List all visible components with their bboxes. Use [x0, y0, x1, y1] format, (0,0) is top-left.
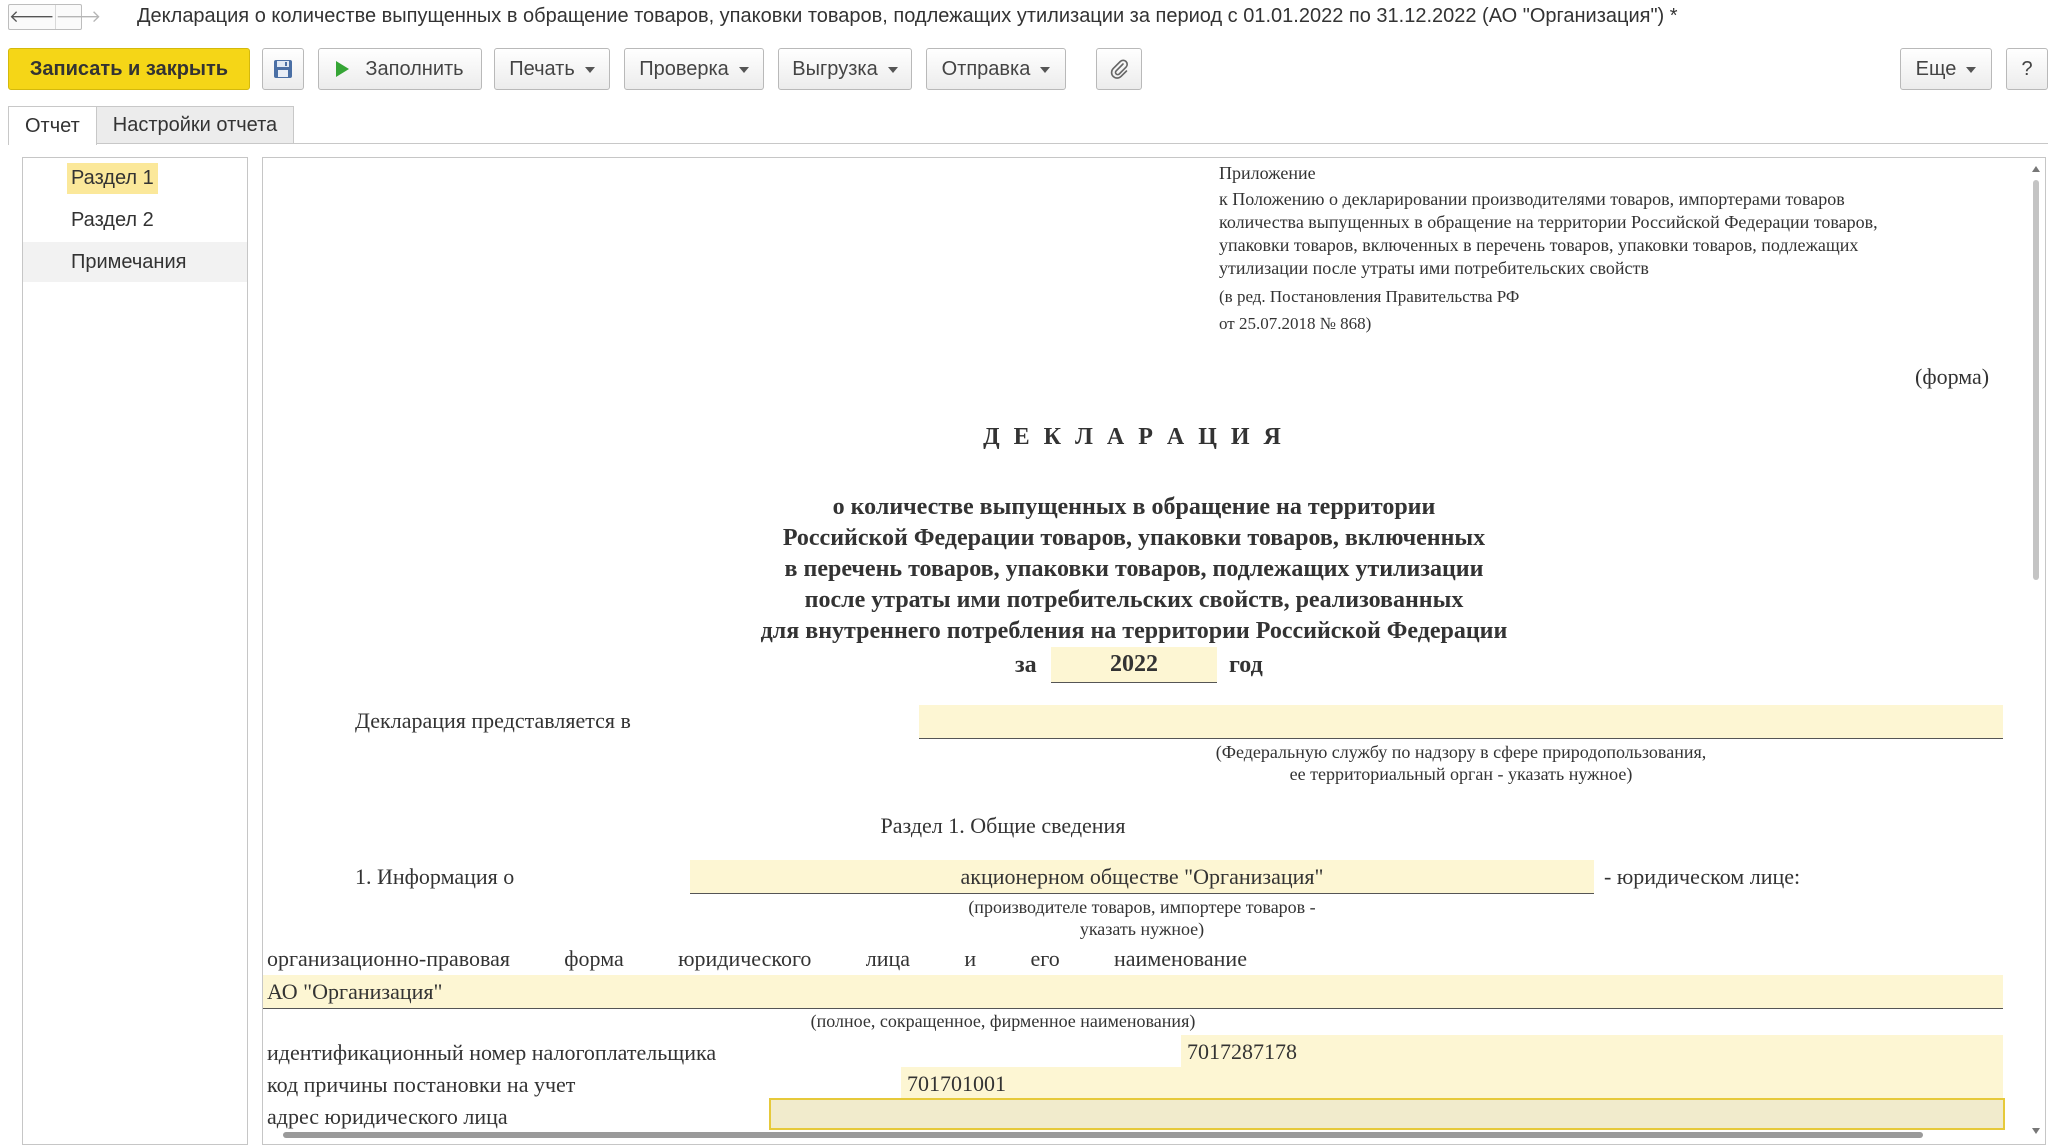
more-button-label: Еще: [1915, 57, 1957, 80]
scroll-up-icon[interactable]: [2032, 166, 2040, 172]
toolbar: [0, 48, 2056, 92]
subheading-line-4: после утраты ими потребительских свойств, реализованных: [804, 587, 1464, 613]
attach-button[interactable]: [1096, 48, 1142, 90]
chevron-down-icon: [739, 67, 749, 73]
export-button-label: Выгрузка: [792, 57, 878, 80]
entity-type-field[interactable]: акционерном обществе "Организация": [690, 860, 1594, 894]
sidebar-item-notes[interactable]: [23, 242, 247, 282]
print-button-label: Печать: [509, 57, 575, 80]
submitted-to-note-1: (Федеральную службу по надзору в сфере природопользования,: [1215, 742, 1707, 762]
export-dropdown-button[interactable]: [778, 48, 912, 90]
send-dropdown-button[interactable]: [926, 48, 1066, 90]
appendix-line-6: (в ред. Постановления Правительства РФ: [1219, 287, 1520, 306]
appendix-line-2: к Положению о декларировании производителями товаров, импортерами товаров: [1219, 189, 1845, 209]
submitted-to-field[interactable]: [919, 705, 2003, 739]
horizontal-scrollbar[interactable]: [283, 1130, 2013, 1140]
vertical-scroll-thumb[interactable]: [2033, 180, 2039, 580]
info-note-2: указать нужное): [1079, 919, 1205, 939]
chevron-down-icon: [1966, 67, 1976, 73]
sidebar-item-section-2[interactable]: [23, 200, 247, 240]
check-dropdown-button[interactable]: [624, 48, 764, 90]
section-navigator: [22, 157, 248, 1145]
play-icon: [336, 61, 349, 77]
tab-report-settings[interactable]: Настройки отчета: [97, 106, 294, 144]
forward-arrow-icon[interactable]: 🡒: [55, 7, 102, 27]
title-bar: [0, 0, 2056, 36]
org-form-word: организационно-правовая: [267, 946, 510, 971]
org-form-word: и: [964, 946, 977, 971]
check-button-label: Проверка: [639, 57, 729, 80]
kpp-field[interactable]: 701701001: [901, 1067, 2003, 1101]
chevron-down-icon: [585, 67, 595, 73]
appendix-line-7: от 25.07.2018 № 868): [1219, 314, 1372, 333]
declaration-heading: Д Е К Л А Р А Ц И Я: [983, 424, 1285, 450]
more-dropdown-button[interactable]: [1900, 48, 1992, 90]
report-year-field[interactable]: 2022: [1051, 647, 1217, 683]
org-name-note: (полное, сокращенное, фирменное наименования): [810, 1011, 1196, 1031]
back-arrow-icon[interactable]: 🡐: [9, 7, 55, 27]
subheading-line-3: в перечень товаров, упаковки товаров, подлежащих утилизации: [784, 556, 1484, 582]
appendix-line-1: Приложение: [1219, 163, 1316, 183]
org-form-caption: [267, 946, 1247, 972]
year-prefix: за: [1015, 652, 1037, 678]
window-title: Декларация о количестве выпущенных в обращение товаров, упаковки товаров, подлежащих утилизации за период с 01.01.2022 по 31.12.2022 (АО "Организация") *: [137, 5, 1678, 27]
horizontal-scroll-thumb[interactable]: [283, 1132, 1923, 1138]
sidebar-item-label: Раздел 2: [71, 208, 154, 231]
sidebar-item-label: Раздел 1: [67, 163, 158, 194]
address-label: адрес юридического лица: [267, 1104, 508, 1129]
org-form-word: наименование: [1114, 946, 1247, 971]
report-document: [263, 158, 2023, 1128]
info-suffix: - юридическом лице:: [1604, 864, 1801, 889]
inn-label: идентификационный номер налогоплательщика: [267, 1040, 717, 1065]
info-label: 1. Информация о: [355, 864, 515, 889]
kpp-label: код причины постановки на учет: [267, 1072, 576, 1097]
tab-report[interactable]: Отчет: [8, 106, 97, 145]
sidebar-item-label: Примечания: [71, 250, 187, 273]
send-button-label: Отправка: [941, 57, 1031, 80]
org-form-word: юридического: [678, 946, 812, 971]
info-note-1: (производителе товаров, импортере товаров -: [968, 897, 1316, 917]
appendix-line-4: упаковки товаров, включенных в перечень товаров, упаковки товаров, подлежащих: [1219, 235, 1859, 255]
print-dropdown-button[interactable]: [494, 48, 610, 90]
submitted-to-note-2: ее территориальный орган - указать нужное): [1289, 764, 1633, 784]
report-document-frame: [262, 157, 2046, 1145]
tab-divider: [8, 143, 2048, 144]
org-form-word: его: [1030, 946, 1060, 971]
subheading-line-2: Российской Федерации товаров, упаковки товаров, включенных: [782, 525, 1486, 551]
save-and-close-button[interactable]: Записать и закрыть: [8, 48, 250, 90]
scroll-down-icon[interactable]: [2032, 1128, 2040, 1134]
chevron-down-icon: [888, 67, 898, 73]
org-form-word: лица: [865, 946, 911, 971]
sidebar-item-section-1[interactable]: [23, 158, 247, 198]
inn-field[interactable]: 7017287178: [1181, 1035, 2003, 1069]
chevron-down-icon: [1040, 67, 1050, 73]
fill-button[interactable]: [318, 48, 482, 90]
floppy-disk-icon: [272, 58, 294, 80]
subheading-line-1: о количестве выпущенных в обращение на территории: [832, 494, 1436, 520]
appendix-line-3: количества выпущенных в обращение на территории Российской Федерации товаров,: [1219, 212, 1878, 232]
org-name-field[interactable]: АО "Организация": [263, 975, 2003, 1009]
submitted-to-label: Декларация представляется в: [355, 708, 631, 733]
help-button[interactable]: ?: [2006, 48, 2048, 90]
appendix-line-5: утилизации после утраты ими потребительских свойств: [1219, 258, 1649, 278]
paperclip-icon: [1108, 58, 1130, 80]
save-button[interactable]: [262, 48, 304, 90]
org-form-word: форма: [564, 946, 624, 971]
section-title: Раздел 1. Общие сведения: [880, 813, 1126, 838]
tab-bar: [8, 106, 294, 144]
address-field[interactable]: [769, 1098, 2005, 1130]
navigation-buttons: [8, 4, 102, 30]
year-suffix: год: [1229, 652, 1263, 678]
vertical-scrollbar[interactable]: [2031, 180, 2041, 1120]
subheading-line-5: для внутреннего потребления на территории Российской Федерации: [760, 618, 1508, 644]
form-label: (форма): [1915, 364, 1990, 389]
fill-button-label: Заполнить: [365, 57, 464, 80]
